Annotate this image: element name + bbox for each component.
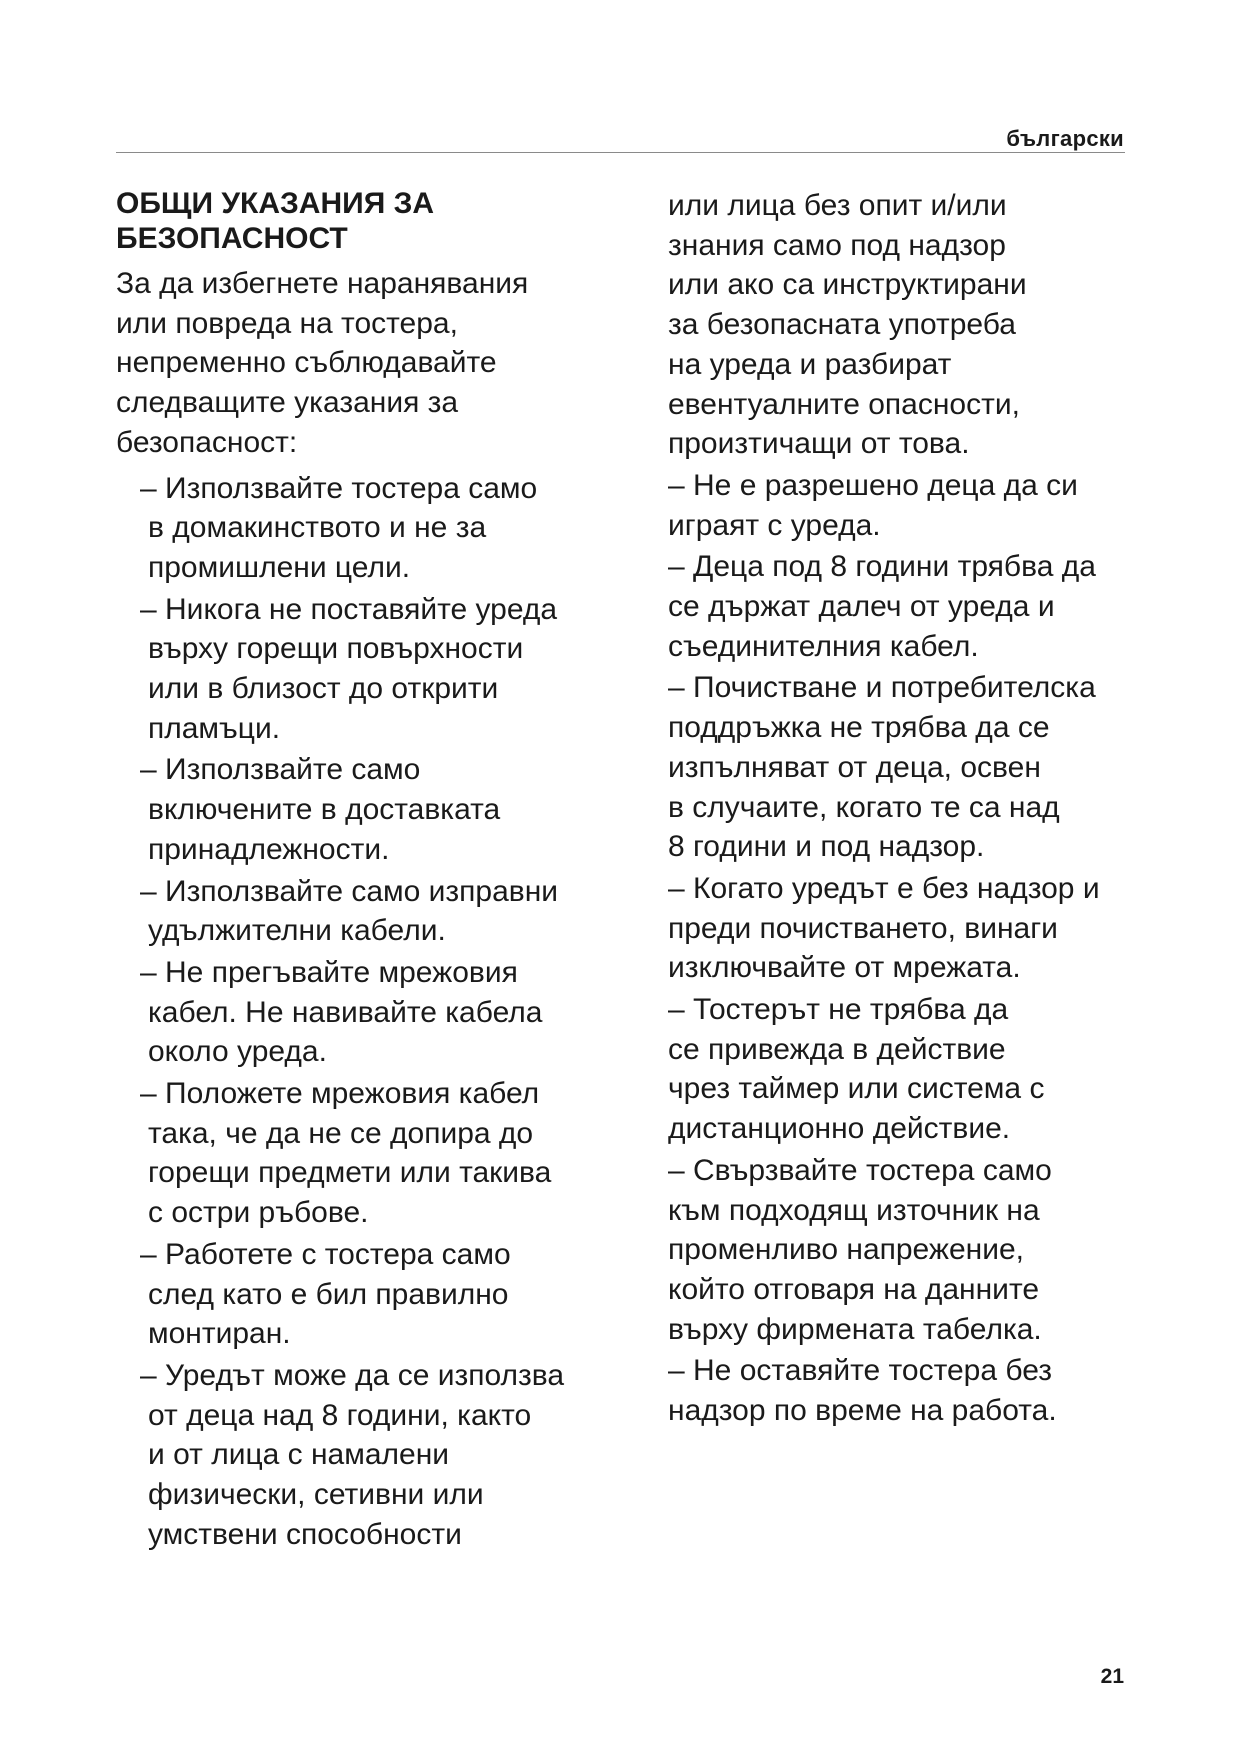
item-line: – Тостерът не трябва да xyxy=(668,993,1009,1027)
item-line: върху фирмената табелка. xyxy=(668,1312,1042,1346)
item-line: – Никога не поставяйте уреда xyxy=(140,592,558,626)
right-column xyxy=(668,186,1168,1433)
item-line: така, че да не се допира до xyxy=(148,1116,534,1150)
item-line: след като е бил правилно xyxy=(148,1277,509,1311)
item-line: – Когато уредът е без надзор и xyxy=(668,871,1100,905)
safety-item xyxy=(116,953,636,1072)
safety-item xyxy=(668,466,1168,545)
item-line: преди почистването, винаги xyxy=(668,911,1058,945)
item-line: – Свързвайте тостера само xyxy=(668,1153,1052,1187)
item-line: – Деца под 8 години трябва да xyxy=(668,550,1096,584)
item-line: съединителния кабел. xyxy=(668,629,979,663)
item-line: 8 години и под надзор. xyxy=(668,830,985,864)
section-title-line: БЕЗОПАСНОСТ xyxy=(116,222,348,255)
intro-paragraph xyxy=(116,264,636,463)
item-line: изключвайте от мрежата. xyxy=(668,951,1021,985)
item-line: физически, сетивни или xyxy=(148,1478,484,1512)
section-title xyxy=(116,186,636,256)
item-line: изпълняват от деца, освен xyxy=(668,750,1041,784)
safety-item xyxy=(116,1356,636,1555)
intro-line: или повреда на тостера, xyxy=(116,306,458,340)
item-line: чрез таймер или система с xyxy=(668,1072,1045,1106)
safety-item xyxy=(668,668,1168,867)
item-line: – Не е разрешено деца да си xyxy=(668,468,1078,502)
safety-item xyxy=(668,1151,1168,1350)
item-line: горещи предмети или такива xyxy=(148,1156,552,1190)
item-line: се привежда в действие xyxy=(668,1032,1006,1066)
intro-line: непременно съблюдавайте xyxy=(116,346,497,380)
safety-item xyxy=(116,1074,636,1233)
item-line: – Използвайте само изправни xyxy=(140,874,559,908)
item-line: – Не оставяйте тостера без xyxy=(668,1354,1053,1388)
intro-line: следващите указания за xyxy=(116,386,459,420)
item-line: – Използвайте тостера само xyxy=(140,471,538,505)
item-line: промишлени цели. xyxy=(148,550,411,584)
item-line: в случаите, когато те са над xyxy=(668,790,1060,824)
item-line: – Уредът може да се използва xyxy=(140,1358,565,1392)
item-line: от деца над 8 години, както xyxy=(148,1398,532,1432)
item-line: играят с уреда. xyxy=(668,508,881,542)
item-line: кабел. Не навивайте кабела xyxy=(148,995,543,1029)
item-line: към подходящ източник на xyxy=(668,1193,1040,1227)
item-line: за безопасната употреба xyxy=(668,308,1016,342)
item-line: дистанционно действие. xyxy=(668,1112,1011,1146)
item-line: принадлежности. xyxy=(148,832,390,866)
safety-item xyxy=(668,1351,1168,1430)
item-line: около уреда. xyxy=(148,1035,327,1069)
item-line: произтичащи от това. xyxy=(668,427,970,461)
safety-item xyxy=(116,469,636,588)
safety-item xyxy=(668,547,1168,666)
intro-line: безопасност: xyxy=(116,425,298,459)
page-number: 21 xyxy=(1100,1665,1124,1688)
item-line: на уреда и разбират xyxy=(668,347,952,381)
item-line: и от лица с намалени xyxy=(148,1438,450,1472)
safety-item xyxy=(116,1235,636,1354)
item-line: пламъци. xyxy=(148,711,281,745)
item-line: се държат далеч от уреда и xyxy=(668,590,1055,624)
item-line: монтиран. xyxy=(148,1317,291,1351)
safety-item xyxy=(668,990,1168,1149)
safety-item xyxy=(116,590,636,749)
page-language-label: български xyxy=(1006,126,1124,151)
left-column xyxy=(116,186,636,1557)
item-line: с остри ръбове. xyxy=(148,1196,369,1230)
header-divider xyxy=(116,152,1125,153)
safety-item xyxy=(116,872,636,951)
item-line: включените в доставката xyxy=(148,793,501,827)
item-line: или лица без опит и/или xyxy=(668,189,1007,222)
item-line: – Не прегъвайте мрежовия xyxy=(140,955,518,989)
intro-line: За да избегнете наранявания xyxy=(116,267,529,300)
item-line: който отговаря на данните xyxy=(668,1272,1040,1306)
item-line: променливо напрежение, xyxy=(668,1233,1025,1267)
continuation-paragraph xyxy=(668,186,1168,464)
item-line: знания само под надзор xyxy=(668,228,1006,262)
item-line: удължителни кабели. xyxy=(148,914,446,948)
section-title-line: ОБЩИ УКАЗАНИЯ ЗА xyxy=(116,187,435,220)
item-line: върху горещи повърхности xyxy=(148,632,524,666)
item-line: – Почистване и потребителска xyxy=(668,671,1096,705)
item-line: в домакинството и не за xyxy=(148,511,487,545)
item-line: или в близост до открити xyxy=(148,672,499,706)
item-line: надзор по време на работа. xyxy=(668,1394,1057,1428)
item-line: – Работете с тостера само xyxy=(140,1237,511,1271)
item-line: поддръжка не трябва да се xyxy=(668,711,1050,745)
safety-item xyxy=(668,869,1168,988)
item-line: умствени способности xyxy=(148,1517,462,1551)
item-line: – Положете мрежовия кабел xyxy=(140,1077,540,1111)
item-line: евентуалните опасности, xyxy=(668,387,1020,421)
item-line: или ако са инструктирани xyxy=(668,268,1027,302)
item-line: – Използвайте само xyxy=(140,753,421,787)
safety-item xyxy=(116,750,636,869)
